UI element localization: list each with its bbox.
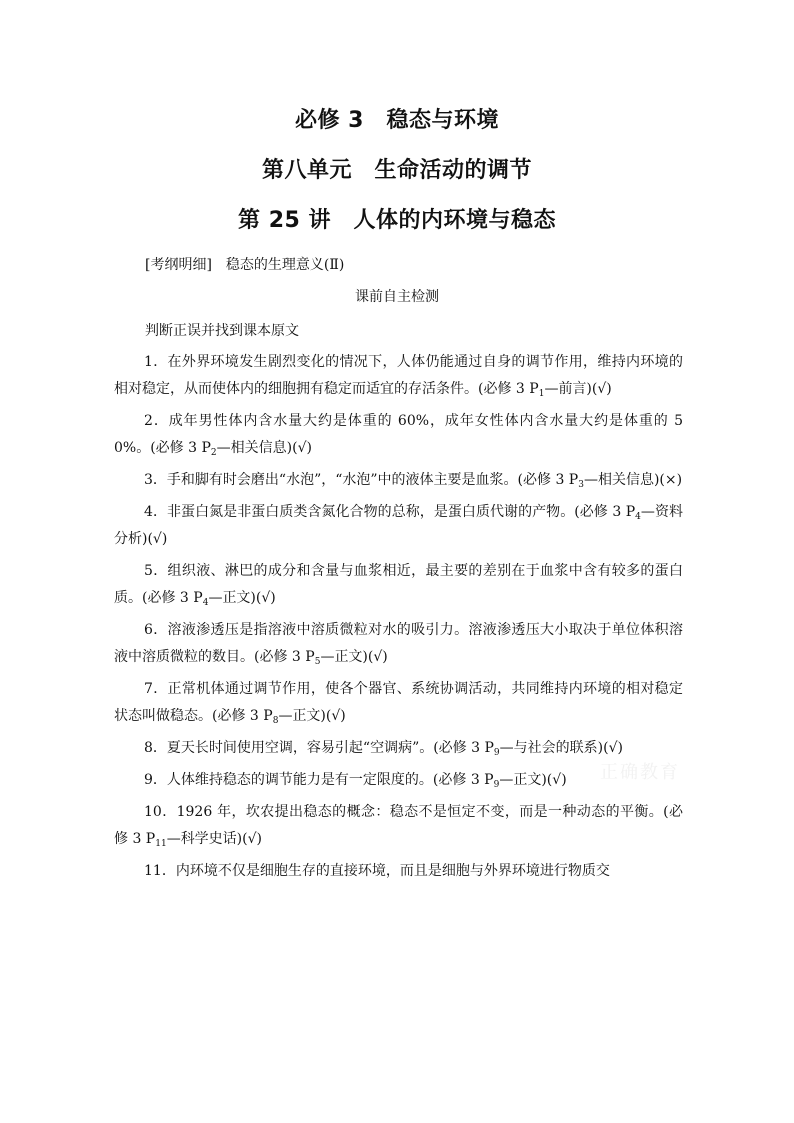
question-source: —正文)(√) — [320, 649, 388, 665]
question-source: —与社会的联系)(√) — [499, 740, 623, 756]
title-unit: 第八单元 生命活动的调节 — [261, 158, 532, 183]
question-source: —相关信息)(√) — [216, 440, 312, 456]
question-text: 6．溶液渗透压是指溶液中溶质微粒对水的吸引力。溶液渗透压大小取决于单位体积溶液中溶质微粒的数目。(必修 3 P — [114, 622, 683, 665]
question-item — [114, 558, 683, 612]
title-book: 必修 3 稳态与环境 — [295, 108, 499, 133]
page-number: 9 — [493, 780, 500, 790]
question-item — [114, 349, 683, 403]
page-number: 1 — [538, 389, 545, 399]
question-text: 3．手和脚有时会磨出“水泡”，“水泡”中的液体主要是血浆。(必修 3 P — [144, 472, 579, 488]
question-item — [114, 408, 683, 462]
question-text: 2．成年男性体内含水量大约是体重的 60%，成年女性体内含水量大约是体重的 50%。(必修 3 P — [114, 413, 683, 456]
page-number: 3 — [578, 480, 584, 490]
page-number: 8 — [272, 716, 279, 726]
question-item — [114, 617, 683, 671]
syllabus-outline: [考纲明细] 稳态的生理意义(Ⅱ) — [145, 257, 345, 273]
question-source: —资料分析)(√) — [114, 504, 683, 547]
question-text: 1．在外界环境发生剧烈变化的情况下，人体仍能通过自身的调节作用，维持内环境的相对稳定，从而使体内的细胞拥有稳定而适宜的存活条件。(必修 3 P — [114, 354, 683, 397]
question-text: 5．组织液、淋巴的成分和含量与血浆相近，最主要的差别在于血浆中含有较多的蛋白质。(必修 3 P — [114, 563, 683, 606]
question-source: —科学史话)(√) — [166, 831, 262, 847]
question-item — [114, 858, 683, 885]
page-number: 4 — [635, 512, 641, 522]
question-item — [114, 799, 683, 853]
title-lecture: 第 25 讲 人体的内环境与稳态 — [238, 208, 556, 233]
page-number: 2 — [210, 448, 217, 458]
question-item — [114, 499, 683, 553]
question-source: —正文)(√) — [208, 590, 276, 606]
watermark: 正确教育 — [600, 762, 680, 783]
question-source: —正文)(√) — [278, 708, 346, 724]
instruction-text: 判断正误并找到课本原文 — [145, 323, 299, 339]
question-list — [114, 349, 683, 885]
section-title: 课前自主检测 — [355, 289, 439, 305]
page-number: 4 — [202, 598, 209, 608]
question-text: 11．内环境不仅是细胞生存的直接环境，而且是细胞与外界环境进行物质交 — [144, 863, 610, 879]
page-number: 9 — [493, 748, 500, 758]
question-text: 7．正常机体通过调节作用，使各个器官、系统协调活动，共同维持内环境的相对稳定状态叫做稳态。(必修 3 P — [114, 681, 683, 724]
question-item — [114, 767, 683, 794]
question-text: 9．人体维持稳态的调节能力是有一定限度的。(必修 3 P — [144, 772, 494, 788]
question-text: 8．夏天长时间使用空调，容易引起“空调病”。(必修 3 P — [144, 740, 494, 756]
question-item — [114, 735, 683, 762]
question-source: —前言)(√) — [544, 381, 612, 397]
question-item — [114, 467, 683, 494]
question-item — [114, 676, 683, 730]
question-source: —相关信息)(×) — [583, 472, 683, 488]
page-number: 11 — [155, 839, 167, 849]
question-source: —正文)(√) — [499, 772, 567, 788]
page-number: 5 — [314, 657, 321, 667]
question-text: 10．1926 年，坎农提出稳态的概念：稳态不是恒定不变，而是一种动态的平衡。(必修 3 P — [114, 804, 683, 847]
question-text: 4．非蛋白氮是非蛋白质类含氮化合物的总称，是蛋白质代谢的产物。(必修 3 P — [144, 504, 636, 520]
